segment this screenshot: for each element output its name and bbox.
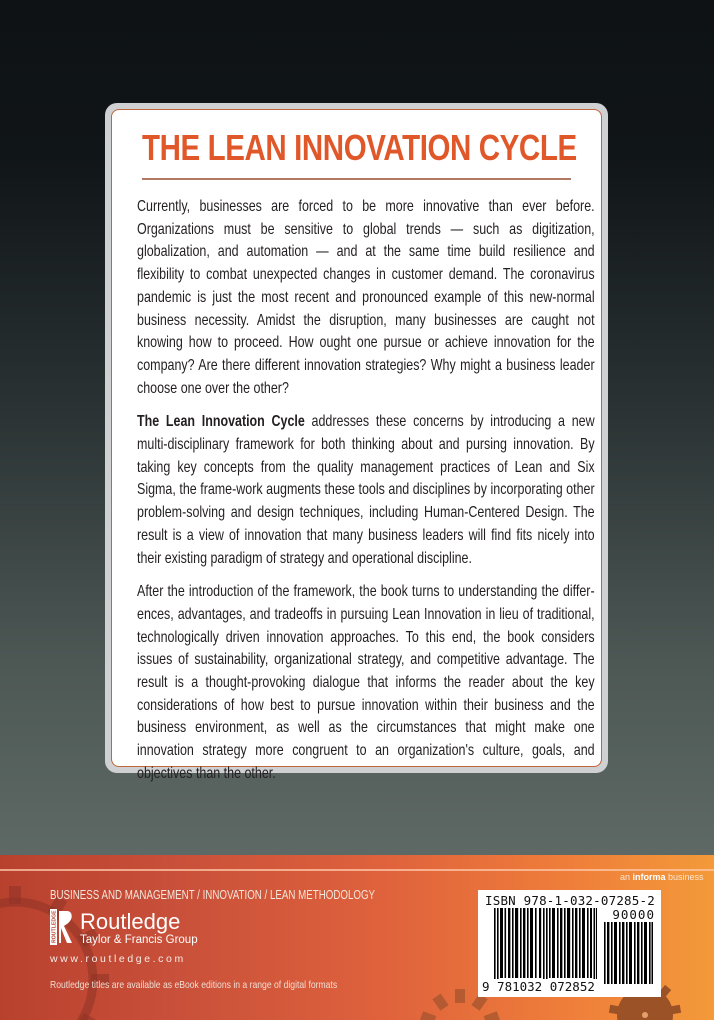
title-divider — [142, 178, 571, 180]
paragraph-text: addresses these concerns by introducing a new multi-disciplinary framework for both thinking about and pursing innovation. By taking key concepts from the quality management practices of Lean and Six Sigma, the frame-work augments these tools and disciplines by incorporating other problem-solving and design techniques, including Human-Centered Design. The result is a view of innovation that many business leaders will find fits nicely into their existing paradigm of strategy and operational discipline. — [137, 413, 595, 567]
book-title-heading: THE LEAN INNOVATION CYCLE — [142, 127, 577, 168]
informa-suffix: business — [665, 872, 704, 882]
publisher-url[interactable]: www.routledge.com — [50, 953, 186, 965]
ean-digits: 9 781032 072852 — [482, 979, 595, 994]
blurb-paragraph-3 — [137, 581, 595, 785]
routledge-logo-icon — [50, 909, 74, 945]
isbn-barcode — [478, 890, 661, 997]
informa-brand: informa — [632, 872, 666, 882]
publisher-logo — [50, 909, 198, 947]
ebook-availability-note: Routledge titles are available as eBook editions in a range of digital formats — [50, 979, 338, 991]
paragraph-bold-lead: The Lean Innovation Cycle — [137, 413, 305, 431]
paragraph-text: After the introduction of the framework, the book turns to understanding the differ-ences, advantages, and tradeoffs in pursuing Lean Innovation in lieu of traditional, technologically driven innovation approaches. To this end, the book considers issues of sustainability, organizational strategy, and competitive advantage. The result is a thought-provoking dialogue that informs the reader about the key considerations of how best to pursue innovation within their business and the business environment, as well as the circumstances that might make one innovation strategy more congruent to an organization's culture, goals, and objectives than the other. — [137, 583, 595, 782]
blurb-paragraph-1 — [137, 196, 595, 400]
publisher-group: Taylor & Francis Group — [80, 934, 198, 946]
description-card — [111, 109, 602, 782]
price-code: 90000 — [612, 907, 655, 922]
addon-barcode-bars — [604, 922, 653, 984]
informa-tagline — [620, 872, 704, 882]
publisher-name: Routledge — [80, 909, 181, 934]
description-card-frame — [105, 103, 608, 782]
paragraph-text: Currently, businesses are forced to be more innovative than ever before. Organizations must be sensitive to global trends — such as digitization, globalization, and automation — and at the same time build resilience and flexibility to combat unexpected changes in customer demand. The coronavirus pandemic is just the most recent and pronounced example of this new-normal business necessity. Amidst the disruption, many businesses are caught not knowing how to proceed. How ought one pursue or achieve innovation for the company? Are there different innovation strategies? Why might a business leader choose one over the other? — [137, 198, 595, 397]
barcode-bars — [494, 908, 597, 982]
blurb-body — [137, 196, 595, 797]
isbn-label: ISBN 978-1-032-07285-2 — [485, 893, 655, 908]
blurb-paragraph-2 — [137, 411, 595, 570]
subject-category: BUSINESS AND MANAGEMENT / INNOVATION / LEAN METHODOLOGY — [50, 888, 376, 902]
publisher-footer-band — [0, 855, 714, 1020]
informa-prefix: an — [620, 872, 633, 882]
svg-text:ROUTLEDGE: ROUTLEDGE — [51, 910, 58, 943]
